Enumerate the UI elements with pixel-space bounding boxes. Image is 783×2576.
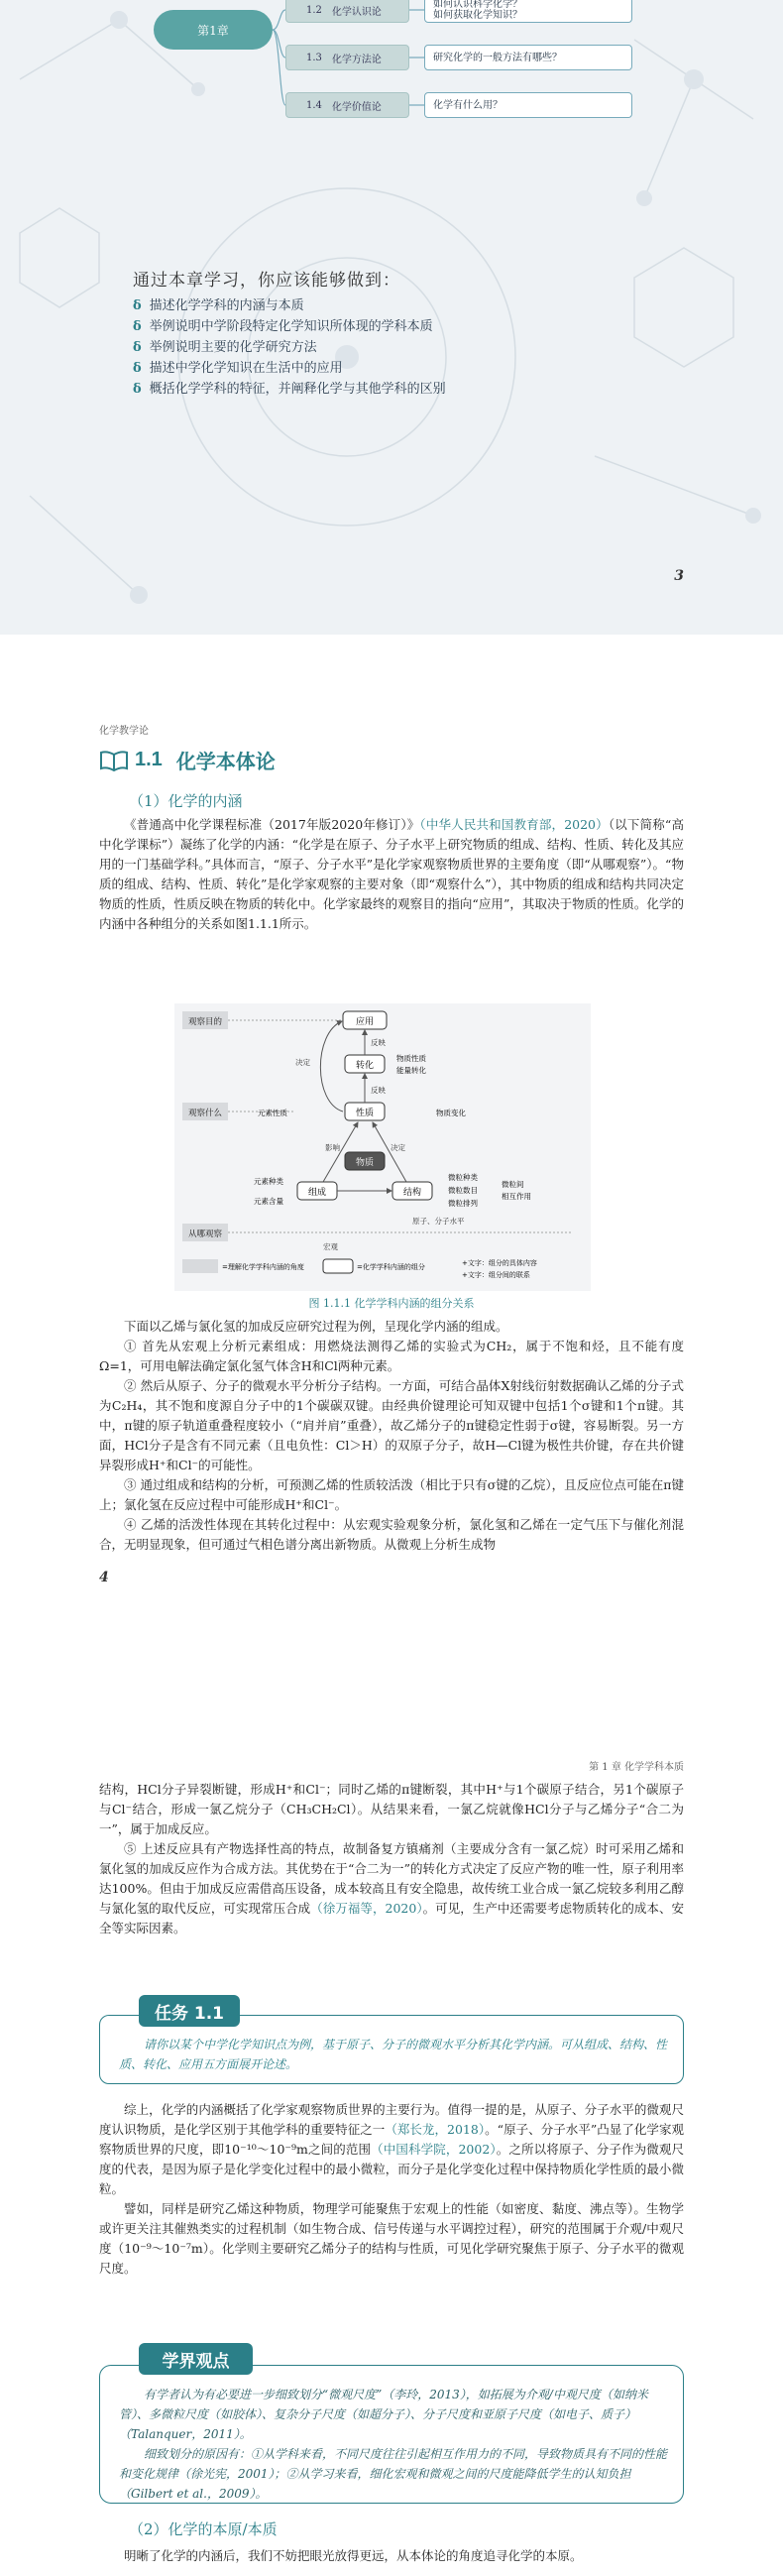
question-text: 化学有什么用？: [433, 99, 503, 111]
delta-bullet-icon: δ: [133, 382, 142, 397]
edge-label: 原子、分子水平: [412, 1217, 465, 1226]
paragraph: 结构，HCl分子异裂断键，形成H⁺和Cl⁻；同时乙烯的π键断裂，其中H⁺与1个碳原子结合，另1个碳原子与Cl⁻结合，形成一氯乙烷分子（CH₃CH₂Cl）。从结果来看，一氯乙烷就像HCl分子与乙烯分子“合二为一”，属于加成反应。: [99, 1782, 684, 1836]
left-label: 观察什么: [187, 1109, 223, 1118]
legend-label: =理解化学学科内涵的角度: [222, 1263, 304, 1271]
node-label: 转化: [355, 1061, 375, 1071]
node-label: 物质: [355, 1158, 375, 1168]
edge-label: 反映: [371, 1038, 386, 1047]
side-label: 微粒数目: [448, 1186, 478, 1195]
edge-label: 决定: [391, 1143, 405, 1152]
legend-label: +文字：组分间的联系: [462, 1271, 530, 1279]
figure-concept-diagram: [174, 1003, 591, 1291]
paragraph: 综上，化学的内涵概括了化学家观察物质世界的主要行为。值得一提的是，从原子、分子水平的微观尺度认识物质，是化学区别于其他学科的重要特征之一（郑长龙，2018）。“原子、分子水平”凸显了化学家观察物质世界的尺度，即10⁻¹⁰～10⁻⁹m之间的范围（中国科学院，2002）。之所以将原子、分子作为微观尺度的代表，是因为原子是化学变化过程中的最小微粒，而分子是化学变化过程中保持物质化学性质的最小微粒。: [99, 2102, 684, 2196]
citation: （徐万福等，2020）: [310, 1901, 423, 1916]
section-label: 化学价值论: [331, 101, 382, 113]
section-number: 1.3: [306, 52, 322, 63]
list-item: δ 举例说明中学阶段特定化学知识所体现的学科本质: [133, 319, 433, 334]
academic-view-text: 有学者认为有必要进一步细致划分“微观尺度”（李玲，2013），如拓展为介观/中观尺度（如纳米管）、多微粒尺度（如胶体）、复杂分子尺度（如超分子）、分子尺度和亚原子尺度（如电子、质子）（Talanquer，2011）。: [119, 2388, 648, 2441]
learning-goals-list: [133, 295, 446, 400]
edge-label: 宏观: [323, 1242, 338, 1251]
side-label: 能量转化: [396, 1066, 426, 1075]
node-label: 组成: [307, 1188, 327, 1198]
section-title: 化学本体论: [175, 750, 276, 773]
side-label: 微粒排列: [448, 1199, 478, 1208]
paragraph: 譬如，同样是研究乙烯这种物质，物理学可能聚焦于宏观上的性能（如密度、黏度、沸点等）。生物学或许更关注其催熟类实的过程机制（如生物合成、信号传递与水平调控过程），研究的范围属于介观/中观尺度（10⁻⁹～10⁻⁷m）。化学则主要研究乙烯分子的结构与性质，可见化学研究聚焦于原子、分子水平的微观尺度。: [99, 2201, 684, 2276]
mindmap-question-1-3: [424, 45, 632, 70]
academic-view-text: 细致划分的原因有：①从学科来看，不同尺度往往引起相互作用力的不同，导致物质具有不同的性能和变化规律（徐光宪，2001）；②从学习来看，细化宏观和微观之间的尺度能降低学生的认知负担（Gilbert et al.，2009）。: [119, 2447, 668, 2501]
running-header: 第 1 章 化学学科本质: [589, 1762, 684, 1773]
edge-label: 反映: [371, 1086, 386, 1095]
paragraph: ① 首先从宏观上分析元素组成：用燃烧法测得乙烯的实验式为CH₂，属于不饱和烃，且不能有度Ω=1，可用电解法确定氯化氢气体含H和Cl两种元素。: [99, 1339, 684, 1373]
side-label: 相互作用: [502, 1192, 531, 1201]
list-item: δ 举例说明主要的化学研究方法: [133, 340, 317, 355]
task-tag: 任务 1.1: [139, 1995, 240, 2027]
concept-diagram-svg: [174, 1003, 591, 1291]
learning-goals-title: 通过本章学习，你应该能够做到：: [133, 271, 400, 291]
node-label: 应用: [355, 1017, 375, 1027]
mindmap-section-1-2: [285, 0, 409, 23]
section-label: 化学认识论: [331, 6, 382, 18]
side-label: 微粒种类: [448, 1173, 478, 1182]
section-label: 化学方法论: [331, 54, 382, 65]
left-label: 从哪观察: [187, 1229, 223, 1239]
chapter-overview-page: [0, 0, 783, 635]
citation: （中华人民共和国教育部，2020）: [419, 817, 609, 832]
paragraph: ② 然后从原子、分子的微观水平分析分子结构。一方面，可结合晶体X射线衍射数据确认乙烯的分子式为C₂H₄，其不饱和度源自分子中的1个碳碳双键。由经典价键理论可知双键中包括1个σ键和1个π键。其中，π键的原子轨道重叠程度较小（“肩并肩”重叠），故乙烯分子的π键稳定性弱于σ键，容易断裂。另一方面，HCl分子是含有不同元素（且电负性：Cl＞H）的双原子分子，故H—Cl键为极性共价键，存在共价键异裂形成H⁺和Cl⁻的可能性。: [99, 1378, 684, 1472]
delta-bullet-icon: δ: [133, 298, 142, 313]
side-label: 元素种类: [254, 1177, 283, 1186]
list-item: δ 概括化学学科的特征，并阐释化学与其他学科的区别: [133, 382, 446, 397]
figure-caption: 图 1.1.1 化学学科内涵的组分关系: [308, 1297, 475, 1310]
paragraph: 明晰了化学的内涵后，我们不妨把眼光放得更远，从本体论的角度追寻化学的本原。: [124, 2548, 583, 2563]
side-label: 微粒间: [502, 1180, 524, 1189]
question-text: 如何获取化学知识？: [433, 10, 522, 21]
section-number: 1.2: [306, 4, 322, 16]
mindmap-chapter-node: 第1章: [154, 10, 273, 50]
mindmap-section-1-4: [285, 92, 409, 118]
side-label: 物质变化: [436, 1109, 466, 1117]
question-text: 如何认识科学化学？: [433, 0, 522, 10]
question-text: 研究化学的一般方法有哪些？: [433, 52, 562, 63]
citation: （郑长龙，2018）: [385, 2122, 486, 2137]
legend-label: +文字：组分的具体内容: [462, 1259, 537, 1267]
academic-view-tag: 学界观点: [139, 2343, 253, 2375]
page-number: 3: [674, 568, 684, 584]
edge-label: 决定: [295, 1058, 310, 1067]
subheading: （1）化学的内涵: [129, 792, 243, 810]
side-label: 元素性质: [258, 1109, 287, 1117]
section-number: 1.4: [306, 99, 322, 111]
mindmap-question-1-2: [424, 0, 632, 23]
paragraph: 《普通高中化学课程标准（2017年版2020年修订）》（中华人民共和国教育部，2020）（以下简称“高中化学课标”）凝练了化学的内涵：“化学是在原子、分子水平上研究物质的组成、结构、性质、转化及其应用的一门基础学科。”具体而言，“原子、分子水平”是化学家观察物质世界的主要角度（即“从哪观察”）。“物质的组成、结构、性质、转化”是化学家观察的主要对象（即“观察什么”），其中物质的组成和结构共同决定物质的性质，性质反映在物质的转化中。化学家最终的观察目的指向“应用”，其取决于物质的性质。化学的内涵中各种组分的关系如图1.1.1所示。: [99, 817, 684, 931]
side-label: 元素含量: [254, 1197, 283, 1206]
page-number: 4: [99, 1570, 109, 1585]
section-heading: [99, 746, 276, 774]
node-label: 结构: [402, 1188, 422, 1198]
delta-bullet-icon: δ: [133, 361, 142, 376]
edge-label: 影响: [325, 1143, 340, 1152]
list-item: δ 描述化学学科的内涵与本质: [133, 298, 304, 313]
legend-swatch: [182, 1259, 218, 1273]
citation: （中国科学院，2002）: [371, 2142, 497, 2157]
section-number: 1.1: [135, 749, 163, 770]
paragraph: 下面以乙烯与氯化氢的加成反应研究过程为例，呈现化学内涵的组成。: [124, 1319, 508, 1334]
paragraph: ⑤ 上述反应具有产物选择性高的特点，故制备复方镇痛剂（主要成分含有一氯乙烷）时可采用乙烯和氯化氢的加成反应作为合成方法。其优势在于“合二为一”的转化方式决定了反应产物的唯一性，原子利用率达100%。但由于加成反应需借高压设备，成本较高且有安全隐患，故传统工业合成一氯乙烷较多利用乙醇与氯化氢的取代反应，可实现常压合成（徐万福等，2020）。可见，生产中还需要考虑物质转化的成本、安全等实际因素。: [99, 1841, 684, 1935]
subheading: （2）化学的本原/本质: [129, 2520, 278, 2538]
paragraph: ③ 通过组成和结构的分析，可预测乙烯的性质较活泼（相比于只有σ键的乙烷），且反应位点可能在π键上；氯化氢在反应过程中可能形成H⁺和Cl⁻。: [99, 1477, 684, 1512]
delta-bullet-icon: δ: [133, 340, 142, 355]
running-header: 化学教学论: [99, 726, 149, 737]
mindmap-section-1-3: [285, 45, 409, 70]
list-item: δ 描述中学化学知识在生活中的应用: [133, 361, 343, 376]
task-text: 请你以某个中学化学知识点为例，基于原子、分子的微观水平分析其化学内涵。可从组成、结构、性质、转化、应用五方面展开论述。: [119, 2038, 668, 2071]
legend-label: =化学学科内涵的组分: [357, 1263, 425, 1271]
node-label: 性质: [355, 1109, 375, 1118]
delta-bullet-icon: δ: [133, 319, 142, 334]
paragraph: ④ 乙烯的活泼性体现在其转化过程中：从宏观实验观象分析，氯化氢和乙烯在一定气压下与催化剂混合，无明显现象，但可通过气相色谱分离出新物质。从微观上分析生成物: [99, 1517, 684, 1552]
left-label: 观察目的: [187, 1017, 223, 1027]
side-label: 物质性质: [396, 1054, 426, 1063]
open-book-icon: [99, 750, 129, 771]
legend-swatch: [323, 1259, 353, 1273]
mindmap-question-1-4: [424, 92, 632, 118]
